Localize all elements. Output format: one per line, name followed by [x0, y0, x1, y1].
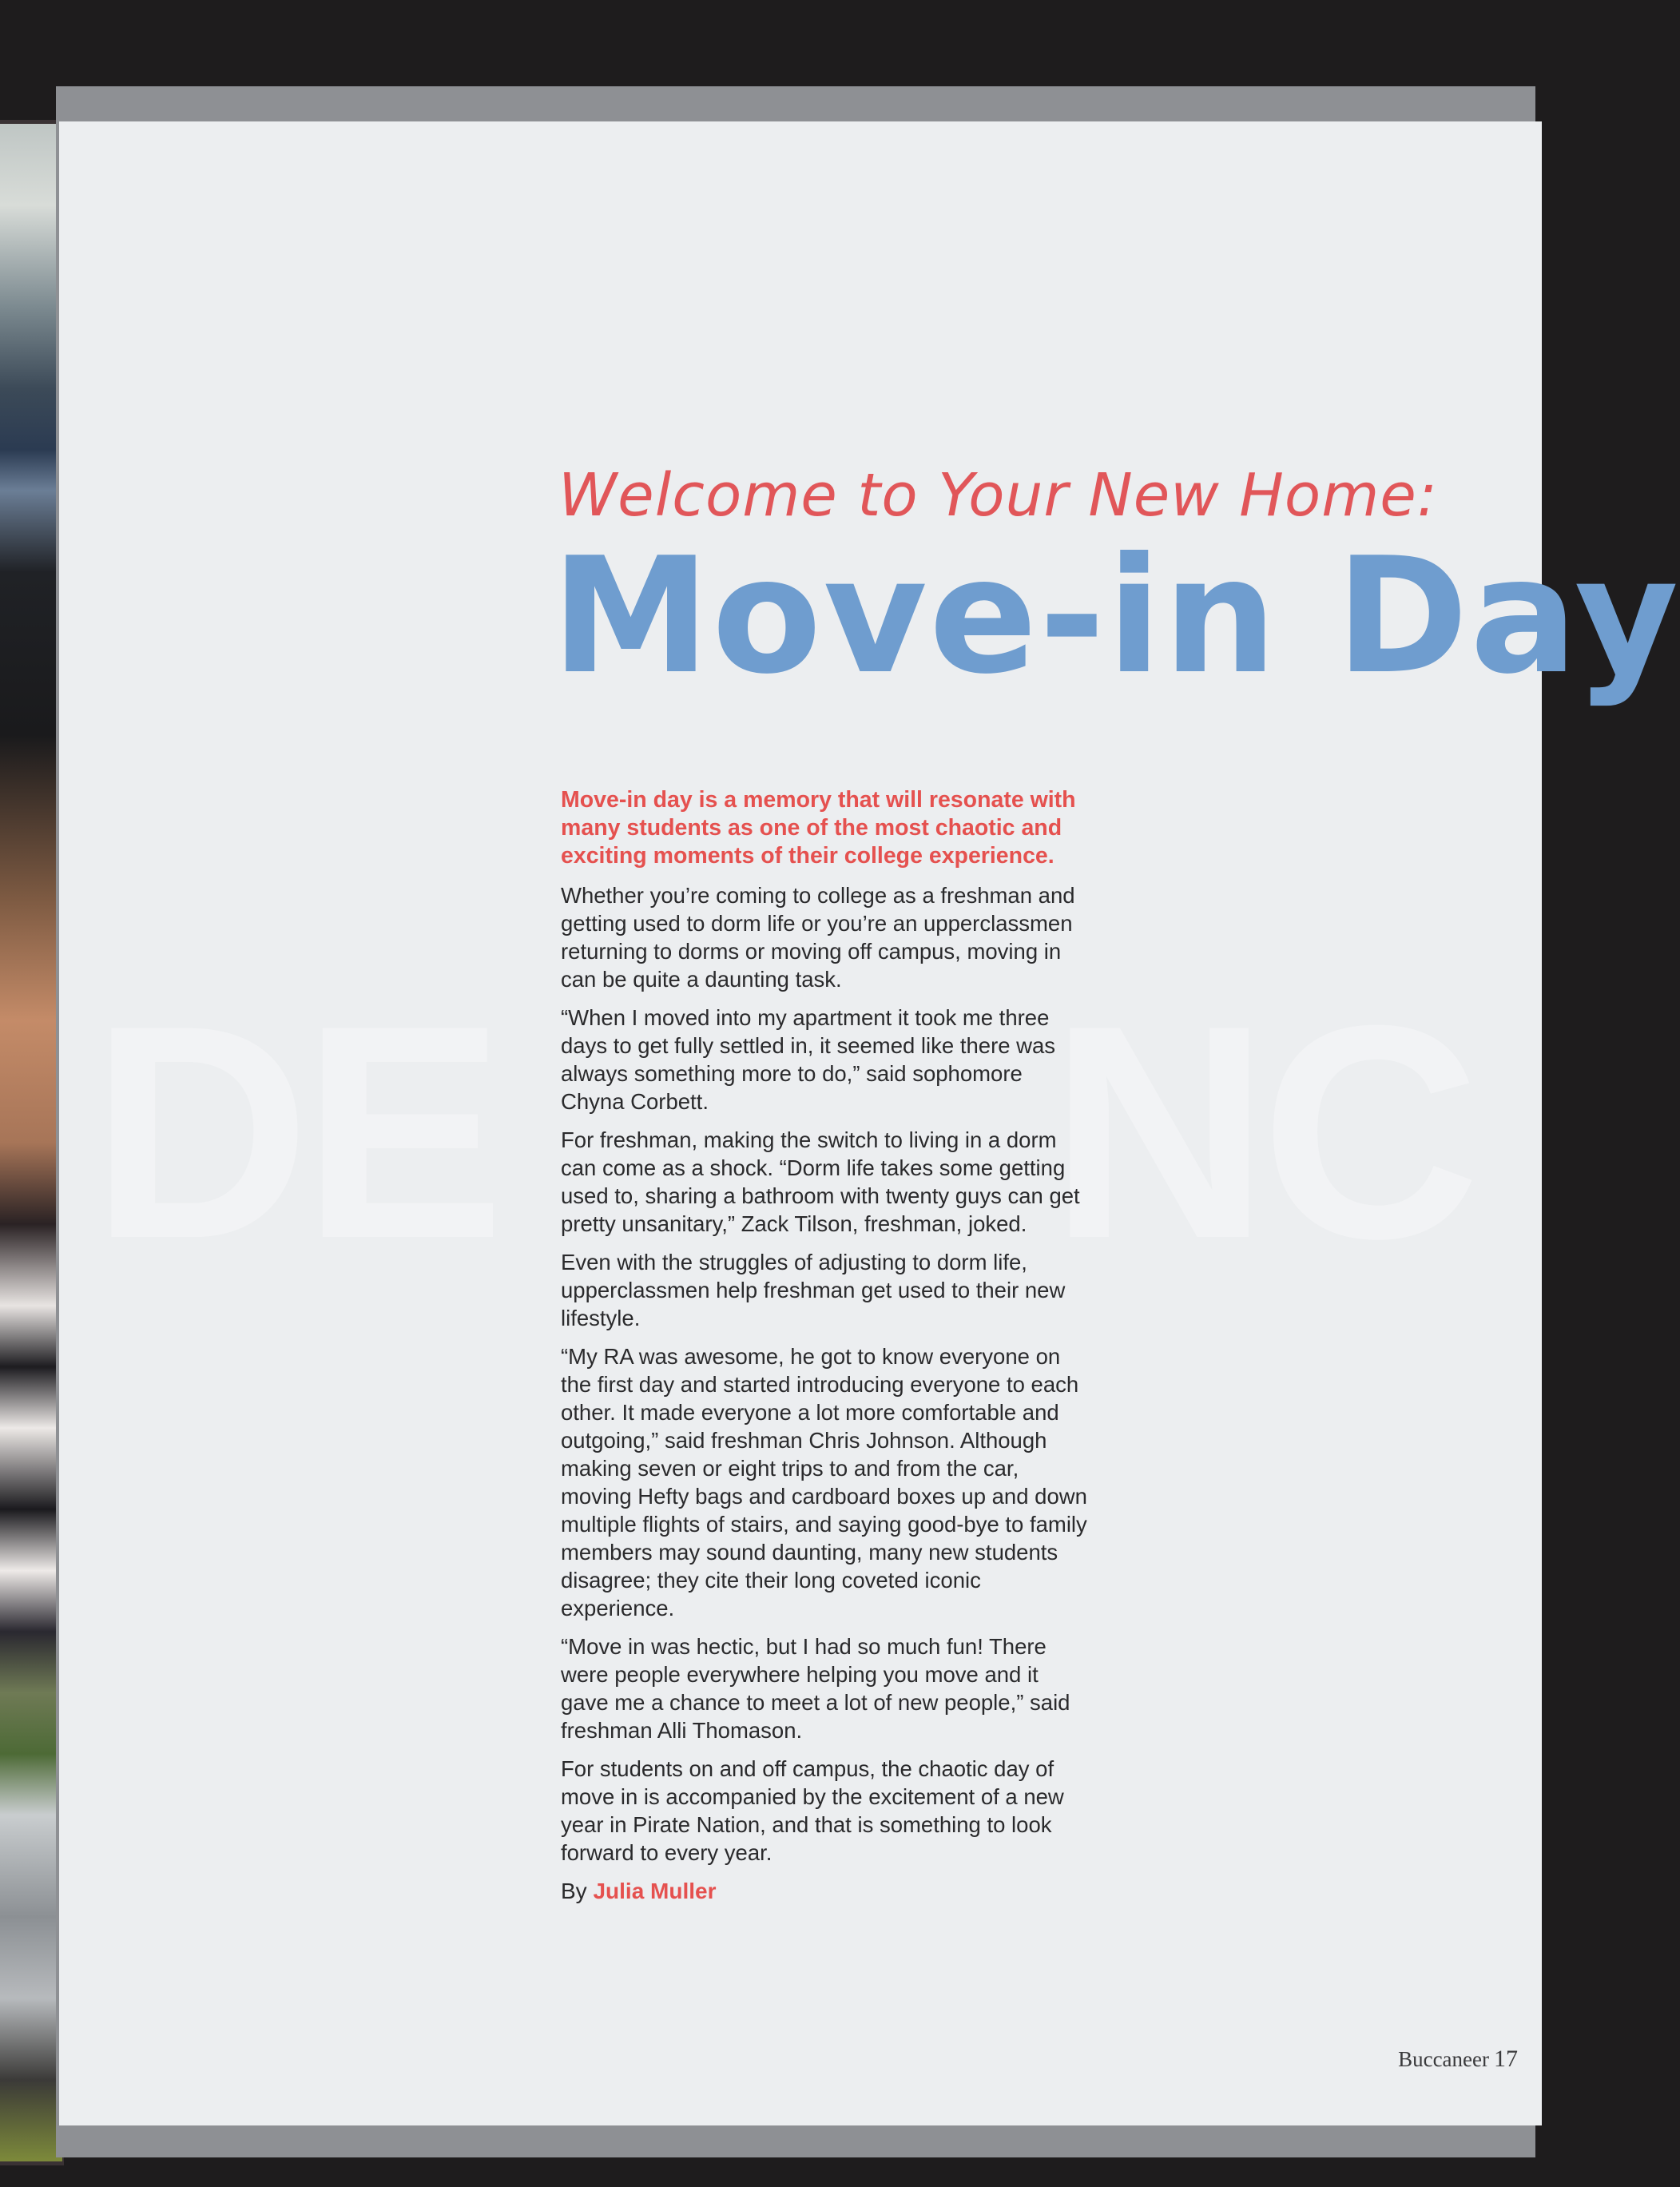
- facing-page-photo-strip: [0, 124, 62, 2161]
- headline-title: Move-in Day: [551, 523, 1680, 710]
- article-paragraph: “When I moved into my apartment it took me three days to get fully settled in, it seemed like there was always something more to do,” said sophomore Chyna Corbett.: [561, 1005, 1056, 1114]
- article-paragraph: For freshman, making the switch to living in a dorm can come as a shock. “Dorm life takes some getting used to, sharing a bathroom with twenty guys can get pretty unsanitary,” Zack Tilson, freshman, joked.: [561, 1127, 1080, 1236]
- byline: [561, 1877, 1088, 1906]
- byline-author: Julia Muller: [593, 1879, 717, 1903]
- article-paragraph: Whether you’re coming to college as a freshman and getting used to dorm life or you’re an upperclassmen returning to dorms or moving off campus, moving in can be quite a daunting task.: [561, 883, 1075, 992]
- headline-kicker: Welcome to Your New Home:: [558, 461, 1438, 530]
- article-paragraph: “Move in was hectic, but I had so much fun! There were people everywhere helping you move and it gave me a chance to meet a lot of new people,” said freshman Alli Thomason.: [561, 1634, 1070, 1743]
- article-body: [561, 786, 1088, 1906]
- byline-prefix: By: [561, 1879, 587, 1903]
- page-number: 17: [1494, 2046, 1518, 2072]
- article-paragraph: For students on and off campus, the chaotic day of move in is accompanied by the excitement of a new year in Pirate Nation, and that is something to look forward to every year.: [561, 1756, 1064, 1865]
- article-paragraph: Even with the struggles of adjusting to dorm life, upperclassmen help freshman get used to their new lifestyle.: [561, 1250, 1066, 1330]
- publication-name: Buccaneer: [1398, 2047, 1489, 2071]
- background-ghost-lettering-right: NC: [1050, 962, 1472, 1302]
- background-ghost-lettering-left: DE: [91, 962, 497, 1302]
- magazine-page: [59, 121, 1680, 2125]
- article-lede: Move-in day is a memory that will resonate with many students as one of the most chaotic and exciting moments of their college experience.: [561, 787, 1076, 869]
- page-folio: [1358, 2046, 1518, 2073]
- article-paragraph: “My RA was awesome, he got to know everyone on the first day and started introducing everyone to each other. It made everyone a lot more comfortable and outgoing,” said freshman Chris Johnson. Although making seven or eight trips to and from the car, moving Hefty bags and cardboard boxes up and down multiple flights of stairs, and saying good-bye to family members may sound daunting, many new students disagree; they cite their long coveted iconic experience.: [561, 1344, 1087, 1620]
